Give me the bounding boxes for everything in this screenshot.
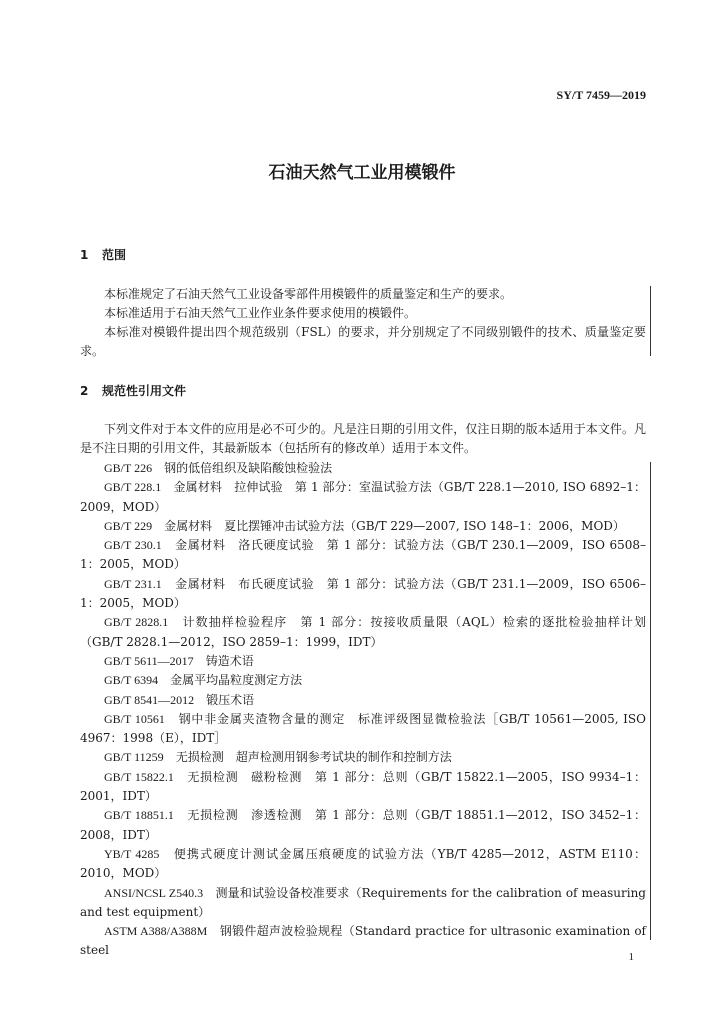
reference-code: GB/T 5611—2017 [104,653,194,668]
reference-item [80,806,646,845]
reference-title: 金属平均晶粒度测定方法 [170,673,303,688]
reference-code: GB/T 10561 [104,711,165,726]
section-number: 2 [80,384,89,398]
reference-title: 无损检测 渗透检测 第 1 部分：总则（GB/T 18851.1—2012，ISO 3452–1：2008，IDT） [80,808,646,842]
reference-code: GB/T 230.1 [104,538,162,553]
references-intro: 下列文件对于本文件的应用是必不可少的。凡是注日期的引用文件，仅注日期的版本适用于本文件。凡是不注日期的引用文件，其最新版本（包括所有的修改单）适用于本文件。 [80,422,646,455]
change-bar [650,462,651,940]
reference-code: GB/T 228.1 [104,480,162,495]
reference-item [80,922,646,961]
reference-item [80,536,646,575]
reference-code: GB/T 18851.1 [104,808,174,823]
reference-code: YB/T 4285 [104,846,160,861]
reference-code: GB/T 226 [104,461,153,475]
reference-title: 无损检测 磁粉检测 第 1 部分：总则（GB/T 15822.1—2005，ISO 9934–1：2001，IDT） [80,769,646,804]
scope-paragraph-2: 本标准适用于石油天然气工业作业条件要求使用的模锻件。 [104,306,417,320]
reference-code: ASTM A388/A388M [104,924,208,939]
reference-item [80,845,646,884]
standard-number: SY/T 7459—2019 [556,88,646,102]
reference-title: 无损检测 超声检测用钢参考试块的制作和控制方法 [175,750,452,765]
reference-item [80,691,646,710]
reference-item [80,884,646,923]
reference-title: 钢的低倍组织及缺陷酸蚀检验法 [164,461,333,475]
section-number: 1 [80,248,89,262]
section-2-heading [80,382,186,399]
reference-title: 锻压术语 [206,692,255,707]
reference-code: GB/T 15822.1 [104,769,174,784]
reference-code: GB/T 11259 [104,750,164,765]
reference-code: GB/T 8541—2012 [104,692,195,707]
reference-title: 金属材料 布氏硬度试验 第 1 部分：试验方法（GB/T 231.1—2009，ISO 6506–1：2005，MOD） [80,576,646,611]
reference-item [80,710,646,749]
reference-item [80,671,646,690]
scope-paragraph-3: 本标准对模锻件提出四个规范级别（FSL）的要求，并分别规定了不同级别锻件的技术、质量鉴定要求。 [80,325,646,358]
section-1-heading [80,246,126,263]
reference-list [80,459,646,961]
reference-item [80,478,646,517]
reference-item [80,768,646,807]
reference-code: GB/T 229 [104,518,153,533]
reference-item [80,517,646,536]
reference-title: 金属材料 夏比摆锤冲击试验方法（GB/T 229—2007, ISO 148–1：2006，MOD） [164,518,625,533]
reference-title: 金属材料 拉伸试验 第 1 部分：室温试验方法（GB/T 228.1—2010, ISO 6892–1：2009，MOD） [80,480,647,514]
reference-code: GB/T 231.1 [104,576,162,591]
reference-code: ANSI/NCSL Z540.3 [104,885,204,900]
reference-item [80,575,646,614]
reference-title: 铸造术语 [205,653,254,668]
document-title: 石油天然气工业用模锻件 [268,163,456,183]
section-title: 范围 [102,248,127,262]
reference-code: GB/T 6394 [104,673,159,688]
reference-title: 测量和试验设备校准要求（Requirements for the calibration of measuring and test equipment） [80,885,646,919]
reference-item [80,748,646,767]
reference-code: GB/T 2828.1 [104,615,169,630]
page-number: 1 [628,951,634,963]
change-bar [650,286,651,356]
reference-item [80,459,646,478]
reference-item [80,652,646,671]
reference-title: 计数抽样检验程序 第 1 部分：按接收质量限（AQL）检索的逐批检验抽样计划（GB/T 2828.1—2012，ISO 2859–1：1999，IDT） [80,615,646,649]
scope-paragraph-1: 本标准规定了石油天然气工业设备零部件用模锻件的质量鉴定和生产的要求。 [104,287,513,301]
reference-item [80,613,646,652]
reference-title: 钢中非金属夹渣物含量的测定 标准评级图显微检验法［GB/T 10561—2005, ISO 4967：1998（E），IDT］ [80,711,646,746]
reference-title: 便携式硬度计测试金属压痕硬度的试验方法（YB/T 4285—2012，ASTM E110：2010，MOD） [80,846,646,881]
reference-title: 钢锻件超声波检验规程（Standard practice for ultrasonic examination of steel [80,924,646,958]
section-title: 规范性引用文件 [102,384,187,398]
reference-title: 金属材料 洛氏硬度试验 第 1 部分：试验方法（GB/T 230.1—2009，ISO 6508–1：2005，MOD） [80,538,646,572]
